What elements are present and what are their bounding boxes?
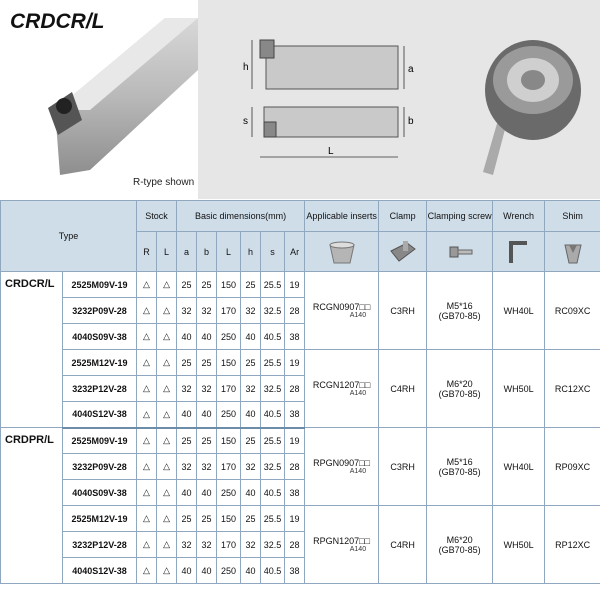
dim-b: 32: [197, 532, 217, 558]
dim-a: 40: [177, 324, 197, 350]
dim-b: 40: [197, 402, 217, 428]
dim-a: 32: [177, 376, 197, 402]
col-length: L: [217, 232, 241, 272]
insert-cell: [305, 506, 379, 584]
product-title: CRDCR/L: [10, 10, 105, 33]
col-ar: Ar: [285, 232, 305, 272]
dim-b: 25: [197, 506, 217, 532]
stock-l: △: [157, 428, 177, 454]
screw-cell: [427, 350, 493, 428]
dim-length: 250: [217, 402, 241, 428]
stock-r: △: [137, 324, 157, 350]
spec-table-region: [0, 200, 600, 597]
dim-a: 32: [177, 532, 197, 558]
clamp-cell: C3RH: [379, 428, 427, 506]
dim-length: 170: [217, 298, 241, 324]
dim-s: 32.5: [261, 298, 285, 324]
model-cell: 3232P09V-28: [63, 298, 137, 324]
dim-length: 170: [217, 454, 241, 480]
shim-cell: RP12XC: [545, 506, 600, 584]
dim-b: 32: [197, 376, 217, 402]
dim-length: 150: [217, 428, 241, 454]
dim-length: 250: [217, 558, 241, 584]
stock-l: △: [157, 272, 177, 298]
dim-ar: 19: [285, 506, 305, 532]
wrench-icon: [493, 232, 545, 272]
dim-h: 40: [241, 324, 261, 350]
dim-ar: 28: [285, 376, 305, 402]
screw-cell: [427, 272, 493, 350]
insert-angle: A140: [349, 312, 367, 319]
stock-l: △: [157, 298, 177, 324]
dim-b: 25: [197, 272, 217, 298]
stock-l: △: [157, 558, 177, 584]
stock-l: △: [157, 532, 177, 558]
dim-a: 25: [177, 506, 197, 532]
dim-s: 25.5: [261, 428, 285, 454]
stock-r: △: [137, 428, 157, 454]
dim-ar: 38: [285, 324, 305, 350]
screw-header: Clamping screw: [427, 201, 493, 232]
dim-length: 150: [217, 272, 241, 298]
dim-a: 25: [177, 272, 197, 298]
insert-closeup-photo: [433, 0, 600, 199]
basic-dimensions-header: Basic dimensions(mm): [177, 201, 305, 232]
screw-icon: [427, 232, 493, 272]
inserts-header: Applicable inserts: [305, 201, 379, 232]
screw-code: M5*16: [446, 300, 473, 311]
dim-h: 25: [241, 272, 261, 298]
stock-r: △: [137, 532, 157, 558]
stock-header: Stock: [137, 201, 177, 232]
dim-ar: 19: [285, 272, 305, 298]
insert-angle: A140: [349, 468, 367, 475]
dim-h: 25: [241, 428, 261, 454]
clamp-cell: C4RH: [379, 350, 427, 428]
dim-ar: 38: [285, 558, 305, 584]
dim-b: 40: [197, 324, 217, 350]
insert-cell: [305, 272, 379, 350]
dim-a: 40: [177, 402, 197, 428]
type-header: Type: [1, 201, 137, 272]
dim-length: 150: [217, 506, 241, 532]
col-a: a: [177, 232, 197, 272]
dim-h: 32: [241, 454, 261, 480]
shim-cell: RC12XC: [545, 350, 600, 428]
model-cell: 2525M09V-19: [63, 272, 137, 298]
dim-ar: 38: [285, 402, 305, 428]
dim-b: 40: [197, 480, 217, 506]
clamp-cell: C4RH: [379, 506, 427, 584]
stock-l: △: [157, 402, 177, 428]
dim-s: 40.5: [261, 324, 285, 350]
dim-a: 40: [177, 480, 197, 506]
stock-r: △: [137, 402, 157, 428]
dim-ar: 28: [285, 454, 305, 480]
shim-cell: RP09XC: [545, 428, 600, 506]
dim-b: 32: [197, 454, 217, 480]
model-cell: 4040S09V-38: [63, 324, 137, 350]
dim-h: 40: [241, 402, 261, 428]
dim-ar: 19: [285, 428, 305, 454]
col-s: s: [261, 232, 285, 272]
dim-b: 40: [197, 558, 217, 584]
dim-a: 25: [177, 428, 197, 454]
stock-l: △: [157, 454, 177, 480]
insert-angle: A140: [349, 546, 367, 553]
dim-h: 25: [241, 506, 261, 532]
stock-l: △: [157, 376, 177, 402]
dimension-drawing-panel: [198, 0, 433, 199]
dim-s: 32.5: [261, 376, 285, 402]
wrench-cell: WH40L: [493, 272, 545, 350]
stock-l: △: [157, 350, 177, 376]
dim-h: 32: [241, 376, 261, 402]
insert-code: RPGN1207□□: [313, 536, 371, 546]
screw-cell: [427, 428, 493, 506]
insert-angle: A140: [349, 390, 367, 397]
stock-r: △: [137, 298, 157, 324]
dim-a: 32: [177, 298, 197, 324]
dim-s: 40.5: [261, 558, 285, 584]
dim-ar: 19: [285, 350, 305, 376]
model-cell: 3232P09V-28: [63, 454, 137, 480]
dim-h: 40: [241, 558, 261, 584]
clamp-header: Clamp: [379, 201, 427, 232]
screw-code: M6*20: [446, 378, 473, 389]
dim-s: 25.5: [261, 506, 285, 532]
screw-standard: (GB70-85): [438, 544, 481, 555]
dim-ar: 38: [285, 480, 305, 506]
dim-b-label: b: [408, 116, 414, 127]
dim-h: 40: [241, 480, 261, 506]
insert-code: RCGN1207□□: [312, 380, 371, 390]
shim-cell: RC09XC: [545, 272, 600, 350]
screw-standard: (GB70-85): [438, 388, 481, 399]
screw-cell: [427, 506, 493, 584]
clamp-icon: [379, 232, 427, 272]
image-caption: R-type shown: [133, 177, 195, 188]
stock-r: △: [137, 272, 157, 298]
dim-s: 25.5: [261, 272, 285, 298]
shim-header: Shim: [545, 201, 600, 232]
dim-ar: 28: [285, 532, 305, 558]
type-group-crdpr: CRDPR/L: [1, 428, 63, 584]
model-cell: 2525M12V-19: [63, 350, 137, 376]
stock-l: △: [157, 506, 177, 532]
type-group-crdcr: CRDCR/L: [1, 272, 63, 428]
model-cell: 2525M12V-19: [63, 506, 137, 532]
spec-table: [0, 200, 600, 584]
dim-b: 32: [197, 298, 217, 324]
dim-b: 25: [197, 428, 217, 454]
insert-cell: [305, 428, 379, 506]
insert-photo-panel: [433, 0, 600, 199]
dim-h-label: h: [243, 62, 249, 73]
model-cell: 4040S12V-38: [63, 402, 137, 428]
wrench-cell: WH50L: [493, 506, 545, 584]
insert-code: RPGN0907□□: [313, 458, 371, 468]
dim-s: 32.5: [261, 454, 285, 480]
dim-ar: 28: [285, 298, 305, 324]
model-cell: 4040S09V-38: [63, 480, 137, 506]
dim-h: 32: [241, 532, 261, 558]
stock-r: △: [137, 376, 157, 402]
dim-length: 150: [217, 350, 241, 376]
model-cell: 3232P12V-28: [63, 532, 137, 558]
dim-b: 25: [197, 350, 217, 376]
screw-code: M5*16: [446, 456, 473, 467]
dim-h: 25: [241, 350, 261, 376]
shim-icon: [545, 232, 600, 272]
dim-s-label: s: [243, 116, 248, 127]
insert-cell: [305, 350, 379, 428]
screw-code: M6*20: [446, 534, 473, 545]
dim-a-label: a: [408, 64, 414, 75]
stock-l: △: [157, 324, 177, 350]
wrench-cell: WH50L: [493, 350, 545, 428]
dimension-drawing: [198, 0, 433, 199]
dim-s: 25.5: [261, 350, 285, 376]
insert-code: RCGN0907□□: [312, 302, 371, 312]
wrench-header: Wrench: [493, 201, 545, 232]
stock-r: △: [137, 480, 157, 506]
col-r: R: [137, 232, 157, 272]
clamp-cell: C3RH: [379, 272, 427, 350]
dim-s: 32.5: [261, 532, 285, 558]
model-cell: 3232P12V-28: [63, 376, 137, 402]
model-cell: 4040S12V-38: [63, 558, 137, 584]
screw-standard: (GB70-85): [438, 466, 481, 477]
dim-h: 32: [241, 298, 261, 324]
stock-r: △: [137, 350, 157, 376]
dim-a: 25: [177, 350, 197, 376]
model-cell: 2525M09V-19: [63, 428, 137, 454]
col-h: h: [241, 232, 261, 272]
dim-s: 40.5: [261, 402, 285, 428]
col-l: L: [157, 232, 177, 272]
dim-a: 32: [177, 454, 197, 480]
screw-standard: (GB70-85): [438, 310, 481, 321]
insert-icon: [305, 232, 379, 272]
stock-l: △: [157, 480, 177, 506]
dim-length: 170: [217, 532, 241, 558]
dim-a: 40: [177, 558, 197, 584]
wrench-cell: WH40L: [493, 428, 545, 506]
stock-r: △: [137, 454, 157, 480]
dim-length: 250: [217, 480, 241, 506]
stock-r: △: [137, 558, 157, 584]
stock-r: △: [137, 506, 157, 532]
dim-L-label: L: [328, 146, 334, 157]
dim-length: 170: [217, 376, 241, 402]
col-b: b: [197, 232, 217, 272]
dim-s: 40.5: [261, 480, 285, 506]
dim-length: 250: [217, 324, 241, 350]
product-banner: [0, 0, 600, 199]
